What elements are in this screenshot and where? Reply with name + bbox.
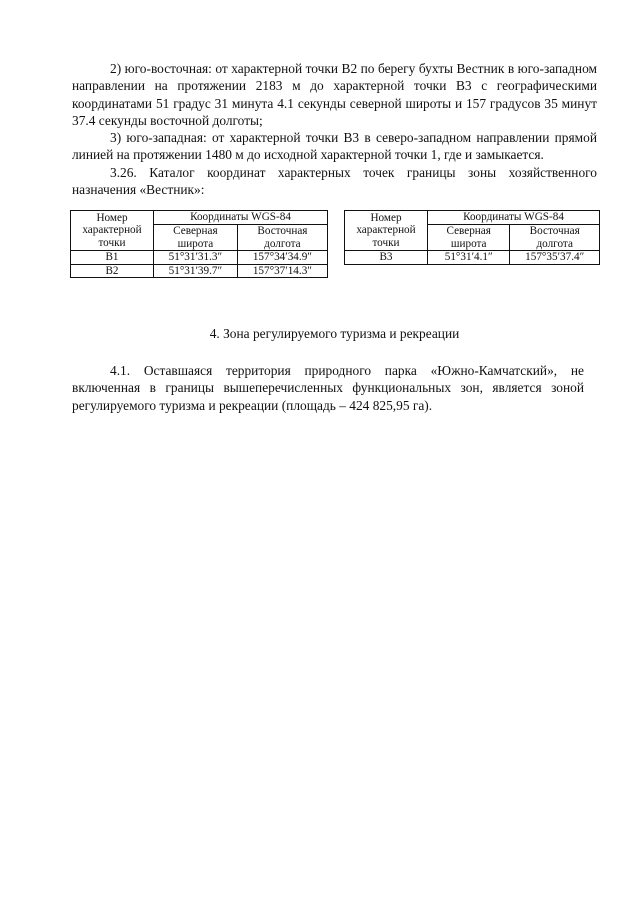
paragraph-southwest-boundary: 3) юго-западная: от характерной точки В3 в северо-западном направлении прямой линией на протяжении 1480 м до исходной характерной точки 1, где и замыкается. [72,130,597,163]
header-north-latitude: Северная широта [154,224,238,250]
coordinate-tables [72,210,597,292]
document-page [72,60,597,413]
coordinate-table-left [70,210,328,278]
header-north-latitude: Северная широта [428,224,510,250]
paragraph-catalog-intro: 3.26. Каталог координат характерных точек границы зоны хозяйственного назначения «Вестник»: [72,164,597,198]
cell-point: В1 [71,251,154,265]
section-4-title: 4. Зона регулируемого туризма и рекреации [209,326,460,341]
header-east-longitude: Восточная долгота [510,224,600,250]
cell-longitude: 157°35′37.4″ [510,251,600,265]
paragraph-4-1: 4.1. Оставшаяся территория природного парка «Южно-Камчатский», не включенная в границы вышеперечисленных функциональных зон, является зоной регулируемого туризма и рекреации (площадь – 424 825,95 га). [72,363,584,413]
table-row [71,251,328,265]
cell-longitude: 157°37′14.3″ [237,264,327,278]
table-row [345,251,600,265]
cell-point: В2 [71,264,154,278]
cell-latitude: 51°31′31.3″ [154,251,238,265]
header-coordinates: Координаты WGS-84 [428,211,600,225]
coordinate-table-right [344,210,600,264]
cell-latitude: 51°31′39.7″ [154,264,238,278]
header-east-longitude: Восточная долгота [237,224,327,250]
header-coordinates: Координаты WGS-84 [154,211,328,225]
table-row [71,264,328,278]
header-point-number: Номер характерной точки [345,211,428,251]
header-point-number: Номер характерной точки [71,211,154,251]
cell-point: В3 [345,251,428,265]
cell-longitude: 157°34′34.9″ [237,251,327,265]
cell-latitude: 51°31′4.1″ [428,251,510,265]
paragraph-southeast-boundary: 2) юго-восточная: от характерной точки В2 по берегу бухты Вестник в юго-западном направлении на протяжении 2183 м до характерной точки В3 с географическими координатами 51 градус 31 минута 4.1 секунды северной широты и 157 градусов 35 минут 37.4 секунды восточной долготы; [72,61,597,128]
